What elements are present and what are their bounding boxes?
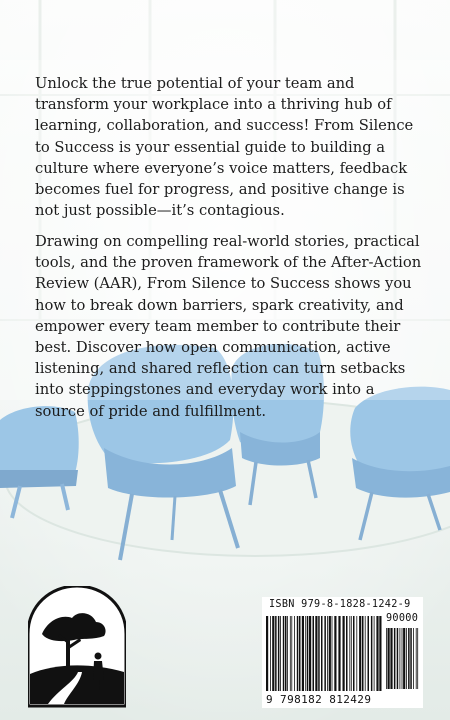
barcode-bar xyxy=(365,616,366,691)
ean-number: 9 798182 812429 xyxy=(266,693,372,706)
barcode-bar xyxy=(416,628,417,689)
barcode-bar xyxy=(278,616,280,691)
barcode-bar xyxy=(272,616,274,691)
barcode-bar xyxy=(346,616,348,691)
barcode-bar xyxy=(270,616,271,691)
barcode-bar xyxy=(307,616,309,691)
barcode-bar xyxy=(275,616,277,691)
barcode-bar xyxy=(353,616,355,691)
barcode-bar xyxy=(318,616,320,691)
barcode-bar xyxy=(297,616,299,691)
blurb-paragraph-1: Unlock the true potential of your team and transform your workplace into a thriving hub of learning, collaboration, and success! From Silence to Success is your essential guide to building a culture where everyone’s voice matters, feedback becomes fuel for progress, and positive change is not just possible—it’s contagious. xyxy=(35,75,414,220)
barcode-bar xyxy=(283,616,285,691)
publisher-logo-icon xyxy=(28,586,126,708)
barcode-bar xyxy=(285,616,287,691)
barcode-bar xyxy=(334,616,336,691)
barcode-bar xyxy=(349,616,350,691)
barcode-bar xyxy=(299,616,301,691)
blurb-paragraph-2: Drawing on compelling real-world stories, practical tools, and the proven framework of the After-Action Review (AAR), From Silence to Success shows you how to break down barriers, spark creativity, and empower every team member to contribute their best. Discover how open communication, active listening, and shared reflection can turn setbacks into steppingstones and everyday work into a source of pride and fulfillment. xyxy=(35,233,422,420)
barcode-bar xyxy=(374,616,375,691)
barcode-bar xyxy=(324,616,326,691)
barcode-bar xyxy=(305,616,306,691)
barcode-bar xyxy=(376,616,378,691)
barcode-addon-number: 90000 xyxy=(386,613,419,624)
barcode-bar xyxy=(309,616,311,691)
barcode-bar xyxy=(408,628,410,689)
barcode-bar xyxy=(291,616,292,691)
barcode-bar xyxy=(315,616,317,691)
barcode-bar xyxy=(368,616,370,691)
barcode-bar xyxy=(327,616,328,691)
barcode-bar xyxy=(379,616,381,691)
barcode-bar xyxy=(332,616,333,691)
barcode-bar xyxy=(338,616,340,691)
barcode-bar xyxy=(351,616,352,691)
barcode-bar xyxy=(329,616,331,691)
barcode-bar xyxy=(417,628,418,689)
barcode-bar xyxy=(313,616,315,691)
barcode-bar xyxy=(287,616,288,691)
barcode-bar xyxy=(386,628,387,689)
barcode-bar xyxy=(402,628,403,689)
barcode-bar xyxy=(394,628,396,689)
barcode-bar xyxy=(410,628,412,689)
barcode-bar xyxy=(302,616,304,691)
barcode-bar xyxy=(406,628,407,689)
barcode-bar xyxy=(290,616,291,691)
barcode-bar xyxy=(266,616,268,691)
barcode-bar xyxy=(413,628,414,689)
barcode-bar xyxy=(400,628,401,689)
barcode-bar xyxy=(359,616,361,691)
barcode-bar xyxy=(362,616,364,691)
barcode-bar xyxy=(388,628,390,689)
barcode-bar xyxy=(356,616,357,691)
barcode-addon-bars xyxy=(386,628,420,689)
barcode-bar xyxy=(403,628,405,689)
barcode-bar xyxy=(321,616,323,691)
barcode-bar xyxy=(294,616,295,691)
barcode-bar xyxy=(371,616,373,691)
barcode-bar xyxy=(343,616,345,691)
isbn-label: ISBN 979-8-1828-1242-9 xyxy=(269,599,411,610)
barcode-bar xyxy=(397,628,399,689)
barcode-bar xyxy=(390,628,392,689)
barcode-bars xyxy=(266,616,382,691)
isbn-barcode xyxy=(262,597,423,708)
barcode-bar xyxy=(280,616,281,691)
